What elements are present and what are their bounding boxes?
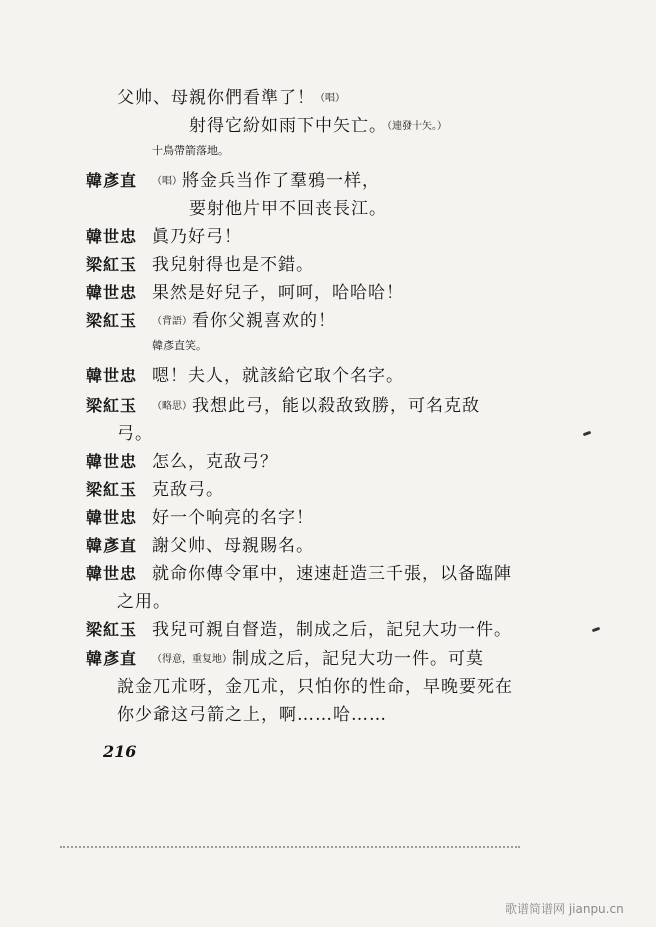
dialogue-line <box>152 648 484 671</box>
dialogue-text: 制成之后，記兒大功一件。可莫 <box>232 649 484 669</box>
dialogue-text: 謝父帅、母親賜名。 <box>152 536 314 556</box>
speaker-name: 梁紅玉 <box>86 396 138 415</box>
speaker-name: 韓世忠 <box>86 366 138 385</box>
dialogue-text: 看你父親喜欢的！ <box>192 311 336 331</box>
dialogue-line <box>152 170 380 193</box>
speaker-name: 梁紅玉 <box>86 480 138 499</box>
speaker-name: 梁紅玉 <box>86 255 138 274</box>
speaker-name: 韓世忠 <box>86 564 138 583</box>
dialogue-text: 就命你傳令軍中，速速赶造三千張，以备臨陣 <box>152 564 512 584</box>
speaker-name: 韓彥直 <box>86 536 138 555</box>
dialogue-text: 射得它紛如雨下中矢亡。 <box>189 116 387 136</box>
speaker-name: 韓世忠 <box>86 283 138 302</box>
scan-mark <box>583 431 592 437</box>
dialogue-text: 我兒射得也是不錯。 <box>152 255 314 275</box>
dialogue-text: 眞乃好弓！ <box>152 227 242 247</box>
dialogue-text: 怎么，克敌弓？ <box>152 452 278 472</box>
speaker-name: 韓世忠 <box>86 452 138 471</box>
dialogue-text: 說金兀朮呀，金兀朮，只怕你的性命，早晚要死在 <box>117 677 513 697</box>
stage-direction: 十鳥帶箭落地。 <box>152 144 229 157</box>
dialogue-text: 父帅、母親你們看準了！ <box>117 88 315 108</box>
dialogue-text: 嗯！夫人，就該給它取个名字。 <box>152 366 404 386</box>
dialogue-line <box>152 395 480 418</box>
stage-note: （唱） <box>315 93 345 104</box>
dialogue-text: 弓。 <box>117 424 153 444</box>
dialogue-text: 好一个响亮的名字！ <box>152 508 314 528</box>
dialogue-line <box>117 87 345 110</box>
dialogue-line <box>152 310 336 333</box>
speaker-name: 梁紅玉 <box>86 311 138 330</box>
dialogue-line: 要射他片甲不回丧長江。 <box>189 199 387 219</box>
dialogue-text: 之用。 <box>117 592 171 612</box>
speaker-name: 韓彥直 <box>86 171 138 190</box>
stage-direction: 韓彥直笑。 <box>152 339 207 352</box>
speaker-name: 韓世忠 <box>86 508 138 527</box>
dialogue-text: 你少爺这弓箭之上，啊……哈…… <box>117 705 387 725</box>
stage-note: （略思） <box>152 401 192 412</box>
scan-noise-line <box>60 846 520 848</box>
dialogue-line <box>189 115 447 138</box>
dialogue-text: 果然是好兒子，呵呵，哈哈哈！ <box>152 283 404 303</box>
speaker-name: 韓彥直 <box>86 649 138 668</box>
stage-note: （連發十矢。） <box>387 121 447 132</box>
dialogue-text: 我兒可親自督造，制成之后，記兒大功一件。 <box>152 620 512 640</box>
stage-note: （得意，重复地） <box>152 654 232 665</box>
speaker-name: 梁紅玉 <box>86 620 138 639</box>
dialogue-text: 我想此弓，能以殺敌致勝，可名克敌 <box>192 396 480 416</box>
page-number: 216 <box>103 742 137 761</box>
dialogue-text: 將金兵当作了羣鴉一样， <box>182 171 380 191</box>
scan-mark <box>592 627 601 633</box>
stage-note: （背語） <box>152 316 192 327</box>
dialogue-text: 克敌弓。 <box>152 480 224 500</box>
watermark: 歌谱简谱网 jianpu.cn <box>505 902 624 916</box>
speaker-name: 韓世忠 <box>86 227 138 246</box>
stage-note: （唱） <box>152 176 182 187</box>
